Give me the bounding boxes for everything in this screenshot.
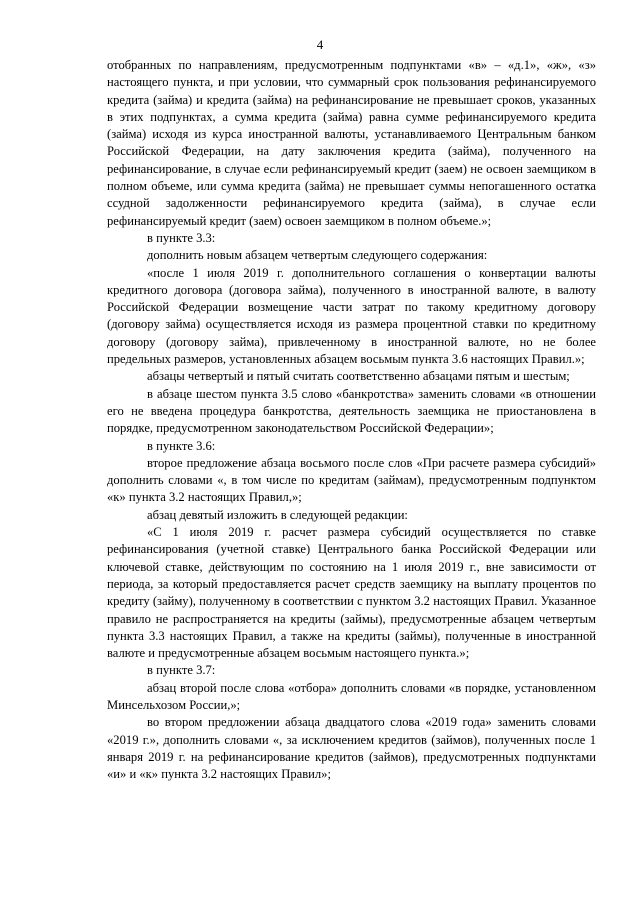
paragraph: абзац девятый изложить в следующей редакции: — [147, 507, 408, 522]
paragraph: в пункте 3.6: — [147, 438, 216, 453]
document-body — [107, 57, 596, 783]
paragraph: в пункте 3.7: — [147, 663, 216, 678]
paragraph: дополнить новым абзацем четвертым следующего содержания: — [147, 248, 488, 263]
page-number: 4 — [316, 37, 324, 52]
paragraph: во втором предложении абзаца двадцатого слова «2019 года» заменить словами «2019 г.», дополнить словами «, за исключением кредитов (займов), полученных после 1 января 2019 г. на рефинансирование кредитов (займов), предусмотренных подпунктами «и» и «к» пункта 3.2 настоящих Правил»; — [107, 715, 596, 782]
paragraph: абзац второй после слова «отбора» дополнить словами «в порядке, установленном Минсельхозом России,»; — [107, 680, 596, 712]
paragraph: «после 1 июля 2019 г. дополнительного соглашения о конвертации валюты кредитного договора (договора займа), полученного в иностранной валюте, в валюту Российской Федерации возмещение части затрат по такому кредитному договору (договору займа) осуществляется исходя из размера процентной ставки по кредитному договору (договору займа), привлеченному в иностранной валюте, но не более предельных размеров, установленных абзацем восьмым пункта 3.6 настоящих Правил.»; — [107, 265, 596, 367]
paragraph: в пункте 3.3: — [147, 230, 216, 245]
paragraph: абзацы четвертый и пятый считать соответственно абзацами пятым и шестым; — [147, 369, 570, 384]
paragraph: отобранных по направлениям, предусмотренным подпунктами «в» – «д.1», «ж», «з» настоящего пункта, и при условии, что суммарный срок пользования рефинансируемого кредита (займа) и кредита (займа) на рефинансирование не превышает сроков, указанных в этих подпунктах, а сумма кредита (займа) равна сумме рефинансируемого кредита (займа) исходя из курса иностранной валюты, устанавливаемого Центральным банком Российской Федерации, на дату заключения кредита (займа), полученного на рефинансирование, в случае если рефинансируемый кредит (заем) не освоен заемщиком в полном объеме, или сумма кредита (займа) не превышает суммы непогашенного остатка ссудной задолженности рефинансируемого кредита (займа), в случае если рефинансируемый кредит (заем) освоен заемщиком в полном объеме.»; — [107, 58, 596, 228]
paragraph: «С 1 июля 2019 г. расчет размера субсидий осуществляется по ставке рефинансирования (учетной ставке) Центрального банка Российской Федерации или ключевой ставке, действующим по состоянию на 1 июля 2019 г., вне зависимости от периода, за который предоставляется расчет средств заемщику на выплату процентов по кредиту (займу), полученному в соответствии с пунктом 3.2 настоящих Правил. Указанное правило не распространяется на кредиты (займы), предусмотренные абзацем четвертым пункта 3.3 настоящих Правил, а также на кредиты (займы), полученные в иностранной валюте и предусмотренные абзацем восьмым настоящего пункта.»; — [107, 525, 596, 661]
paragraph: второе предложение абзаца восьмого после слов «При расчете размера субсидий» дополнить словами «, в том числе по кредитам (займам), предусмотренным подпунктом «к» пункта 3.2 настоящих Правил,»; — [107, 455, 596, 505]
paragraph: в абзаце шестом пункта 3.5 слово «банкротства» заменить словами «в отношении его не введена процедура банкротства, деятельность заемщика не приостановлена в порядке, предусмотренном законодательством Российской Федерации»; — [107, 386, 596, 436]
